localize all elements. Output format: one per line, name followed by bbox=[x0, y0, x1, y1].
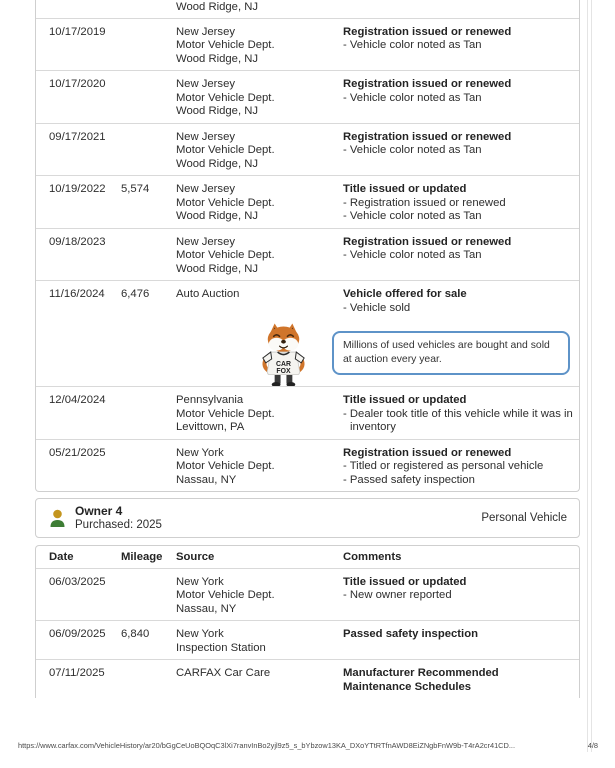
owner4-header bbox=[35, 498, 580, 538]
event-source: New Jersey Motor Vehicle Dept. Wood Ridge, NJ bbox=[176, 183, 275, 222]
owner4-text-block bbox=[75, 504, 162, 532]
event-comments bbox=[343, 394, 579, 435]
event-source: Pennsylvania Motor Vehicle Dept. Levittown, PA bbox=[176, 394, 275, 433]
event-source: New York Motor Vehicle Dept. Nassau, NY bbox=[176, 575, 275, 615]
event-comments bbox=[343, 236, 579, 277]
history-row bbox=[36, 659, 579, 698]
event-source: New Jersey Motor Vehicle Dept. Wood Ridge, NJ bbox=[176, 235, 275, 275]
event-source: Wood Ridge, NJ bbox=[176, 1, 259, 13]
event-source: Auto Auction bbox=[176, 288, 240, 300]
fox-shirt-text-fox: FOX bbox=[276, 368, 291, 376]
event-comment-item: - Passed safety inspection bbox=[343, 473, 475, 486]
event-mileage: 6,840 bbox=[121, 628, 150, 640]
event-date: 09/17/2021 bbox=[49, 130, 106, 143]
event-mileage bbox=[121, 394, 176, 435]
history-row bbox=[36, 123, 579, 176]
column-header: Source bbox=[176, 551, 215, 563]
event-date: 09/18/2023 bbox=[49, 235, 106, 248]
history-row bbox=[36, 386, 579, 439]
event-comment-item: - Vehicle color noted as Tan bbox=[343, 91, 482, 104]
event-comments bbox=[343, 26, 579, 67]
event-comments bbox=[343, 447, 579, 488]
event-date: 07/11/2025 bbox=[49, 667, 105, 679]
carfox-mascot-icon bbox=[254, 321, 313, 389]
event-date: 12/04/2024 bbox=[49, 394, 106, 406]
event-date bbox=[36, 1, 121, 15]
event-mileage bbox=[121, 131, 176, 172]
owner3-history-table bbox=[35, 0, 580, 492]
event-mileage bbox=[121, 78, 176, 119]
event-mileage: 6,476 bbox=[121, 288, 150, 300]
event-comment-title: Registration issued or renewed bbox=[343, 130, 512, 143]
history-row bbox=[36, 18, 579, 71]
event-comment-item: - Vehicle color noted as Tan bbox=[343, 210, 482, 222]
event-comments bbox=[343, 667, 579, 694]
event-comment-item: - Dealer took title of this vehicle while it was in inventory bbox=[343, 407, 573, 433]
event-comments bbox=[343, 183, 579, 224]
owner4-history-table bbox=[35, 545, 580, 698]
footer-page-number: 4/8 bbox=[587, 741, 598, 750]
event-source: New Jersey Motor Vehicle Dept. Wood Ridge, NJ bbox=[176, 130, 275, 170]
event-comments bbox=[343, 131, 579, 172]
history-row bbox=[36, 439, 579, 492]
page-edge-line bbox=[587, 0, 592, 752]
table-header-row bbox=[36, 546, 579, 568]
owner4-vehicle-type: Personal Vehicle bbox=[481, 512, 567, 524]
event-mileage bbox=[121, 1, 176, 15]
event-comment-item: - Vehicle color noted as Tan bbox=[343, 249, 482, 261]
fox-shirt-text-car: CAR bbox=[276, 360, 291, 368]
event-comments bbox=[343, 1, 579, 15]
column-header: Comments bbox=[343, 551, 402, 563]
event-comment-title: Passed safety inspection bbox=[343, 628, 478, 640]
event-date: 10/17/2019 bbox=[49, 25, 106, 38]
event-comment-item: - Titled or registered as personal vehicle bbox=[343, 460, 544, 472]
history-row bbox=[36, 620, 579, 659]
event-mileage bbox=[121, 236, 176, 277]
event-comments bbox=[343, 576, 579, 617]
event-comment-item: - Vehicle color noted as Tan bbox=[343, 144, 482, 156]
event-date: 11/16/2024 bbox=[49, 288, 105, 300]
event-comment-title: Vehicle offered for sale bbox=[343, 288, 467, 300]
event-source: New York Inspection Station bbox=[176, 628, 266, 654]
event-date: 05/21/2025 bbox=[49, 446, 106, 459]
event-comment-title: Title issued or updated bbox=[343, 575, 467, 588]
event-comment-title: Title issued or updated bbox=[343, 394, 467, 406]
event-comments bbox=[343, 628, 579, 655]
owner4-purchased: Purchased: 2025 bbox=[75, 519, 162, 531]
event-mileage bbox=[121, 576, 176, 617]
event-date: 06/09/2025 bbox=[49, 628, 106, 640]
owner-person-icon bbox=[49, 509, 66, 528]
event-comment-title: Registration issued or renewed bbox=[343, 235, 512, 248]
column-header: Mileage bbox=[121, 551, 163, 563]
event-comment-item: - Vehicle sold bbox=[343, 301, 411, 314]
event-comment-title: Manufacturer Recommended bbox=[343, 667, 499, 679]
event-comment-title: Registration issued or renewed bbox=[343, 446, 512, 459]
event-source: New York Motor Vehicle Dept. Nassau, NY bbox=[176, 446, 275, 486]
event-mileage bbox=[121, 26, 176, 67]
event-mileage: 5,574 bbox=[121, 183, 150, 195]
column-header: Date bbox=[49, 551, 74, 563]
event-source: CARFAX Car Care bbox=[176, 667, 271, 679]
owner4-title: Owner 4 bbox=[75, 504, 123, 518]
carfox-speech-bubble bbox=[332, 331, 570, 375]
event-comment-title: Registration issued or renewed bbox=[343, 78, 512, 90]
event-date: 06/03/2025 bbox=[49, 575, 106, 588]
event-source: New Jersey Motor Vehicle Dept. Wood Ridge, NJ bbox=[176, 25, 275, 65]
event-comment-title: Maintenance Schedules bbox=[343, 680, 472, 693]
history-row bbox=[36, 280, 579, 386]
history-row bbox=[36, 568, 579, 621]
event-comment-item: - New owner reported bbox=[343, 589, 452, 601]
history-row bbox=[36, 228, 579, 281]
event-comment-item: - Vehicle color noted as Tan bbox=[343, 39, 482, 51]
event-mileage bbox=[121, 667, 176, 694]
event-date: 10/17/2020 bbox=[49, 78, 106, 90]
event-comment-title: Title issued or updated bbox=[343, 183, 467, 195]
history-row bbox=[36, 175, 579, 228]
history-row bbox=[36, 0, 579, 18]
event-comments bbox=[343, 78, 579, 119]
event-date: 10/19/2022 bbox=[49, 183, 106, 195]
event-comment-title: Registration issued or renewed bbox=[343, 25, 512, 38]
history-row bbox=[36, 70, 579, 123]
event-mileage bbox=[121, 447, 176, 488]
event-source: New Jersey Motor Vehicle Dept. Wood Ridge, NJ bbox=[176, 78, 275, 117]
footer-url: https://www.carfax.com/VehicleHistory/ar20/bGgCeUoBQOqC3lXi7ranvInBo2yjl9z5_s_bYbzow13KA_DXoYTtRTfnAWD8EiZNgbFnW9b-T4rA2cr41CD... bbox=[18, 741, 516, 750]
carfox-speech-bubble-text: Millions of used vehicles are bought and sold at auction every year. bbox=[343, 340, 550, 365]
event-comment-item: - Registration issued or renewed bbox=[343, 196, 506, 209]
